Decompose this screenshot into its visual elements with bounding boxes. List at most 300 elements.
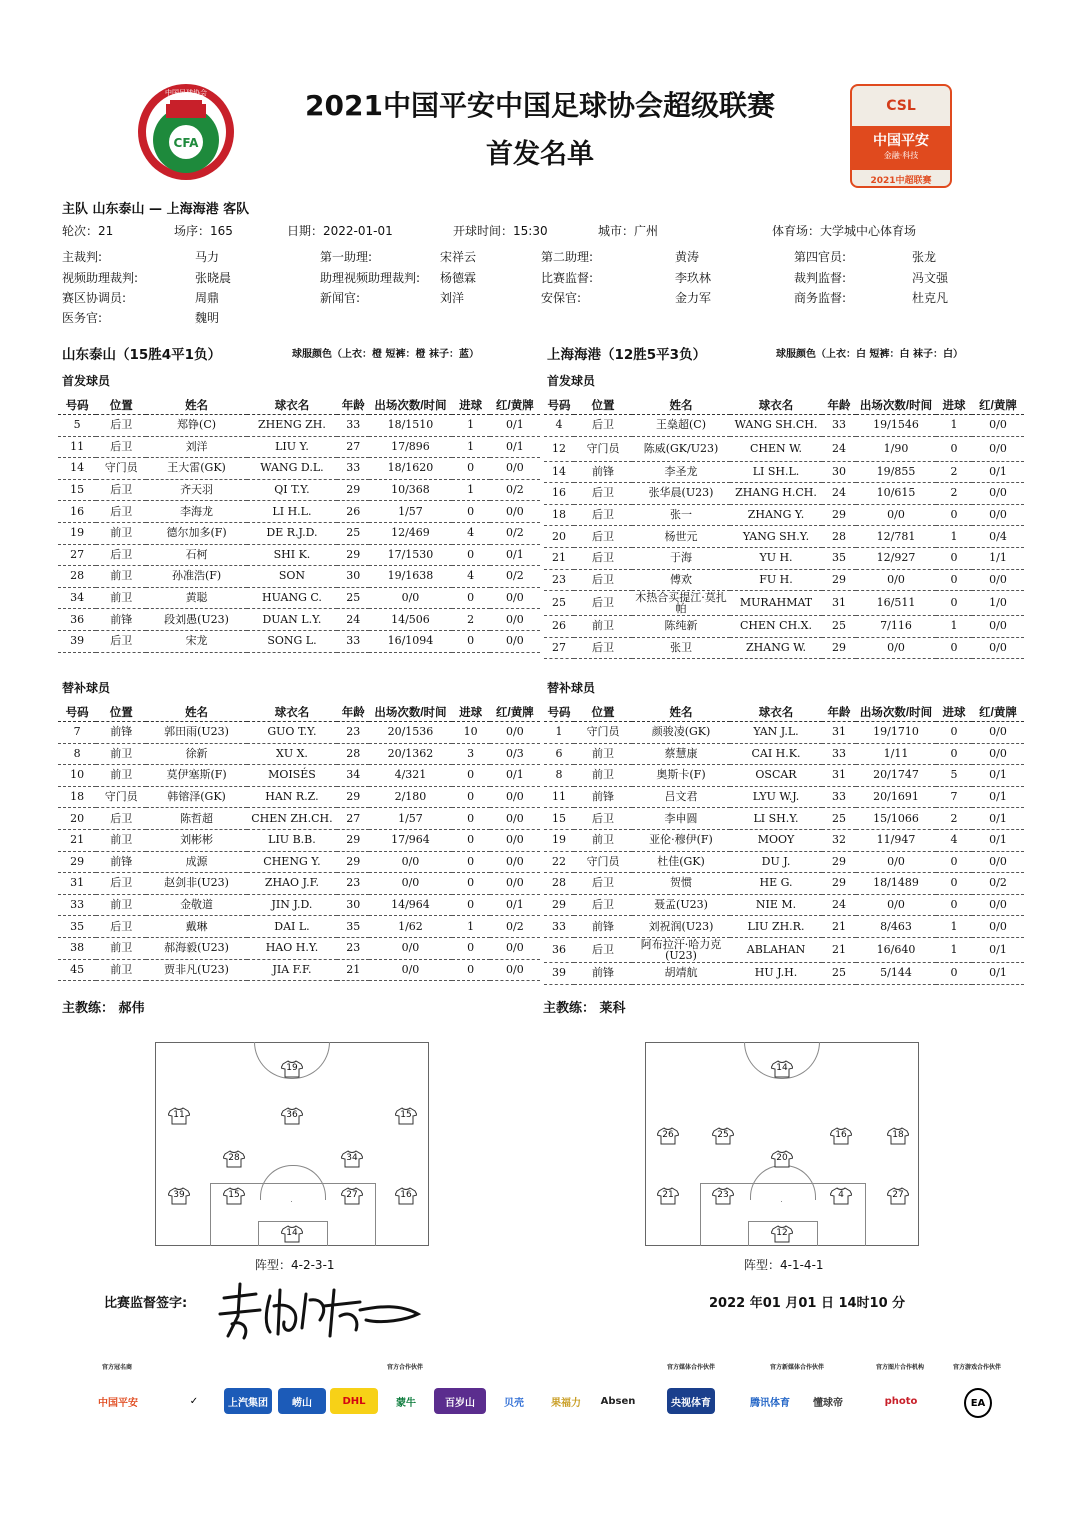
table-row xyxy=(544,937,1024,962)
table-cell: 前卫 xyxy=(96,765,146,787)
cfa-logo-mark: CFA xyxy=(173,136,199,150)
table-cell: 0 xyxy=(936,637,972,659)
table-cell: 1 xyxy=(452,916,490,938)
table-cell: DUAN L.Y. xyxy=(247,609,337,631)
table-row xyxy=(544,873,1024,895)
table-cell: 后卫 xyxy=(574,591,632,616)
table-cell: 14/506 xyxy=(369,609,451,631)
stadium: 体育场：大学城中心体育场 xyxy=(772,224,917,238)
table-cell: 31 xyxy=(822,591,856,616)
table-cell: 36 xyxy=(544,937,574,962)
table-cell: 29 xyxy=(337,479,369,501)
table-cell: 0 xyxy=(452,458,490,480)
sponsor-logo: DHL xyxy=(330,1388,378,1414)
home-formation-pitch xyxy=(155,1042,429,1246)
table-cell: 0/0 xyxy=(490,873,540,895)
table-cell: 17/964 xyxy=(369,829,451,851)
table-cell: 0/0 xyxy=(972,616,1024,638)
player-shirt xyxy=(281,1225,303,1243)
column-header: 年龄 xyxy=(337,703,369,722)
table-cell: 木热合买提江·莫扎帕 xyxy=(632,591,730,616)
table-cell: 韩镕泽(GK) xyxy=(146,786,246,808)
table-row xyxy=(58,829,540,851)
table-cell: 33 xyxy=(822,786,856,808)
official-label: 视频助理裁判: xyxy=(62,271,139,285)
official-label: 安保官: xyxy=(541,291,582,305)
sponsor-logo: Absen xyxy=(600,1388,636,1414)
table-cell: 33 xyxy=(822,743,856,765)
table-cell: 24 xyxy=(337,609,369,631)
table-cell: JIN J.D. xyxy=(247,894,337,916)
table-cell: YAN J.L. xyxy=(730,722,822,744)
csl-logo-footer: 2021中超联赛 xyxy=(870,176,932,186)
table-cell: 31 xyxy=(58,873,96,895)
table-cell: 前卫 xyxy=(574,765,632,787)
table-cell: 15 xyxy=(58,479,96,501)
home-team-name: 山东泰山（15胜4平1负） xyxy=(62,347,222,363)
column-header: 出场次数/时间 xyxy=(369,703,451,722)
home-starters-label: 首发球员 xyxy=(62,374,111,388)
table-cell: JIA F.F. xyxy=(247,959,337,981)
table-cell: 26 xyxy=(337,501,369,523)
page-subtitle: 首发名单 xyxy=(486,139,594,170)
signature-label: 比赛监督签字: xyxy=(104,1296,188,1311)
column-header: 进球 xyxy=(452,703,490,722)
table-cell: 0/0 xyxy=(972,916,1024,938)
table-cell: 29 xyxy=(337,851,369,873)
sponsor-logo: 崂山 xyxy=(278,1388,326,1414)
table-row xyxy=(58,522,540,544)
table-cell: 前锋 xyxy=(574,916,632,938)
table-cell: 后卫 xyxy=(574,637,632,659)
table-cell: 12/781 xyxy=(856,526,936,548)
table-cell: 奥斯卡(F) xyxy=(632,765,730,787)
table-cell: 3 xyxy=(452,743,490,765)
table-cell: 齐天羽 xyxy=(146,479,246,501)
table-cell: 0/0 xyxy=(369,937,451,959)
table-cell: 0/0 xyxy=(490,609,540,631)
player-shirt xyxy=(830,1187,852,1205)
table-cell: 4 xyxy=(452,522,490,544)
column-header: 球衣名 xyxy=(247,703,337,722)
table-cell: 33 xyxy=(544,916,574,938)
cfa-logo-text: 中国足球协会 xyxy=(165,89,207,97)
shirt-number: 12 xyxy=(776,1228,788,1238)
table-cell: 12/927 xyxy=(856,547,936,569)
official-label: 第一助理: xyxy=(320,250,373,264)
table-cell: 0 xyxy=(936,873,972,895)
table-cell: 4 xyxy=(936,829,972,851)
table-cell: 1 xyxy=(452,479,490,501)
table-cell: 33 xyxy=(337,415,369,437)
official-label: 主裁判: xyxy=(62,250,103,264)
sponsor-logo: 蒙牛 xyxy=(384,1388,428,1414)
table-cell: 郭田雨(U23) xyxy=(146,722,246,744)
table-cell: 24 xyxy=(822,483,856,505)
shirt-number: 28 xyxy=(228,1153,240,1163)
table-cell: 21 xyxy=(822,937,856,962)
column-header: 进球 xyxy=(936,396,972,415)
table-cell: 1/11 xyxy=(856,743,936,765)
table-cell: 0 xyxy=(936,894,972,916)
shirt-number: 21 xyxy=(662,1190,674,1200)
column-header: 姓名 xyxy=(146,396,246,415)
column-header: 位置 xyxy=(96,396,146,415)
official-label: 第二助理: xyxy=(541,250,594,264)
table-row xyxy=(544,962,1024,984)
shirt-number: 4 xyxy=(838,1190,844,1200)
player-shirt xyxy=(887,1187,909,1205)
table-cell: LIU B.B. xyxy=(247,829,337,851)
table-cell: 7 xyxy=(58,722,96,744)
table-cell: 4 xyxy=(452,566,490,588)
table-cell: 21 xyxy=(822,916,856,938)
table-row xyxy=(58,937,540,959)
csl-logo-sub: 金融·科技 xyxy=(883,151,919,160)
official-label: 商务监督: xyxy=(794,291,847,305)
shirt-number: 26 xyxy=(662,1130,674,1140)
table-cell: FU H. xyxy=(730,569,822,591)
table-cell: 10/368 xyxy=(369,479,451,501)
table-cell: 23 xyxy=(337,873,369,895)
table-cell: 前锋 xyxy=(574,962,632,984)
table-cell: 25 xyxy=(337,522,369,544)
table-cell: 25 xyxy=(822,616,856,638)
table-row xyxy=(544,786,1024,808)
table-cell: 0 xyxy=(452,959,490,981)
away-team-name: 上海海港（12胜5平3负） xyxy=(547,347,707,363)
table-cell: LIU Y. xyxy=(247,436,337,458)
table-cell: 0/1 xyxy=(490,415,540,437)
table-cell: 0 xyxy=(452,894,490,916)
table-cell: 21 xyxy=(544,547,574,569)
table-cell: 4 xyxy=(544,415,574,437)
table-cell: 0/0 xyxy=(972,743,1024,765)
table-row xyxy=(544,461,1024,483)
table-cell: 0/0 xyxy=(369,851,451,873)
table-cell: 14 xyxy=(58,458,96,480)
sponsor-logo: photo xyxy=(880,1388,922,1414)
table-cell: 后卫 xyxy=(96,436,146,458)
shirt-number: 25 xyxy=(717,1130,729,1140)
table-cell: 18/1510 xyxy=(369,415,451,437)
column-header: 球衣名 xyxy=(730,396,822,415)
table-cell: LYU W.J. xyxy=(730,786,822,808)
table-cell: 34 xyxy=(337,765,369,787)
table-cell: 0 xyxy=(452,829,490,851)
table-cell: 20/1536 xyxy=(369,722,451,744)
table-cell: SON xyxy=(247,566,337,588)
column-header: 进球 xyxy=(936,703,972,722)
table-cell: 18/1620 xyxy=(369,458,451,480)
column-header: 出场次数/时间 xyxy=(369,396,451,415)
table-cell: 金敬道 xyxy=(146,894,246,916)
table-cell: 0/0 xyxy=(490,587,540,609)
table-row xyxy=(544,616,1024,638)
table-cell: 0/1 xyxy=(972,786,1024,808)
table-cell: 后卫 xyxy=(96,501,146,523)
table-cell: 0 xyxy=(452,544,490,566)
table-cell: 李圣龙 xyxy=(632,461,730,483)
away-subs-table xyxy=(544,703,1024,985)
table-cell: 2 xyxy=(936,461,972,483)
table-cell: 28 xyxy=(337,743,369,765)
column-header: 出场次数/时间 xyxy=(856,396,936,415)
table-cell: 0/2 xyxy=(972,873,1024,895)
away-starters-label: 首发球员 xyxy=(547,374,596,388)
table-cell: 0/1 xyxy=(490,765,540,787)
table-cell: 29 xyxy=(337,544,369,566)
player-shirt xyxy=(887,1127,909,1145)
column-header: 红/黄牌 xyxy=(972,396,1024,415)
table-cell: 7 xyxy=(936,786,972,808)
table-cell: CHEN ZH.CH. xyxy=(247,808,337,830)
table-cell: 阿布拉汗·哈力克(U23) xyxy=(632,937,730,962)
table-cell: 23 xyxy=(544,569,574,591)
player-shirt xyxy=(281,1107,303,1125)
table-cell: 0/0 xyxy=(369,959,451,981)
table-cell: 45 xyxy=(58,959,96,981)
table-cell: 28 xyxy=(58,566,96,588)
csl-logo xyxy=(850,84,952,188)
table-cell: 刘洋 xyxy=(146,436,246,458)
table-cell: 0 xyxy=(936,962,972,984)
table-cell: 徐新 xyxy=(146,743,246,765)
table-cell: 于海 xyxy=(632,547,730,569)
table-cell: 0 xyxy=(452,808,490,830)
table-cell: 0 xyxy=(452,873,490,895)
table-cell: 后卫 xyxy=(574,894,632,916)
table-cell: 33 xyxy=(58,894,96,916)
table-cell: HUANG C. xyxy=(247,587,337,609)
column-header: 年龄 xyxy=(822,703,856,722)
column-header: 球衣名 xyxy=(247,396,337,415)
table-cell: 1 xyxy=(936,616,972,638)
table-cell: 刘祝润(U23) xyxy=(632,916,730,938)
table-cell: 0/0 xyxy=(856,851,936,873)
table-cell: 23 xyxy=(337,937,369,959)
table-cell: 0/0 xyxy=(972,415,1024,437)
table-cell: 26 xyxy=(544,616,574,638)
home-formation: 阵型：4-2-3-1 xyxy=(255,1258,335,1272)
table-cell: 5/144 xyxy=(856,962,936,984)
table-row xyxy=(544,722,1024,744)
table-cell: 0 xyxy=(936,436,972,461)
player-shirt xyxy=(281,1060,303,1078)
table-cell: 36 xyxy=(58,609,96,631)
table-row xyxy=(58,916,540,938)
pitch-spot xyxy=(291,1201,292,1202)
official-label: 医务官: xyxy=(62,311,103,325)
table-cell: 0/2 xyxy=(490,566,540,588)
table-cell: 29 xyxy=(822,637,856,659)
table-cell: 黄聪 xyxy=(146,587,246,609)
table-cell: 39 xyxy=(544,962,574,984)
table-cell: 21 xyxy=(337,959,369,981)
table-cell: 0/0 xyxy=(490,808,540,830)
table-cell: YU H. xyxy=(730,547,822,569)
table-cell: 29 xyxy=(822,569,856,591)
table-cell: 张华晨(U23) xyxy=(632,483,730,505)
table-row xyxy=(544,851,1024,873)
table-cell: 16 xyxy=(544,483,574,505)
column-header: 球衣名 xyxy=(730,703,822,722)
table-cell: 25 xyxy=(544,591,574,616)
player-shirt xyxy=(168,1187,190,1205)
match-date: 日期：2022-01-01 xyxy=(287,224,393,238)
shirt-number: 16 xyxy=(400,1190,412,1200)
home-subs-table xyxy=(58,703,540,981)
table-row xyxy=(544,637,1024,659)
table-cell: MOOY xyxy=(730,829,822,851)
table-cell: HU J.H. xyxy=(730,962,822,984)
table-cell: OSCAR xyxy=(730,765,822,787)
away-starters-table xyxy=(544,396,1024,659)
sponsor-caption: 官方图片合作机构 xyxy=(875,1364,924,1371)
table-row xyxy=(58,566,540,588)
table-cell: 1/62 xyxy=(369,916,451,938)
table-row xyxy=(58,959,540,981)
table-cell: 31 xyxy=(822,722,856,744)
table-cell: 8/463 xyxy=(856,916,936,938)
table-cell: 18 xyxy=(544,504,574,526)
table-cell: 胡靖航 xyxy=(632,962,730,984)
table-cell: 18/1489 xyxy=(856,873,936,895)
table-cell: 24 xyxy=(822,436,856,461)
table-cell: 28 xyxy=(822,526,856,548)
table-cell: 0 xyxy=(452,501,490,523)
table-cell: 前卫 xyxy=(96,743,146,765)
table-cell: 10 xyxy=(452,722,490,744)
table-cell: 前卫 xyxy=(96,959,146,981)
table-cell: 王大雷(GK) xyxy=(146,458,246,480)
table-row xyxy=(544,808,1024,830)
table-cell: 5 xyxy=(58,415,96,437)
table-cell: 0 xyxy=(452,937,490,959)
official-name: 张晓晨 xyxy=(195,271,232,285)
table-cell: 0/0 xyxy=(972,436,1024,461)
table-cell: 段刘愚(U23) xyxy=(146,609,246,631)
table-cell: 1 xyxy=(936,937,972,962)
official-label: 助理视频助理裁判: xyxy=(320,271,421,285)
official-name: 冯文强 xyxy=(912,271,949,285)
shirt-number: 36 xyxy=(286,1110,298,1120)
table-cell: 0/0 xyxy=(972,894,1024,916)
table-cell: 20 xyxy=(58,808,96,830)
table-cell: 前卫 xyxy=(96,566,146,588)
table-row xyxy=(544,569,1024,591)
player-shirt xyxy=(223,1187,245,1205)
table-row xyxy=(544,504,1024,526)
sign-datetime: 2022 年01 月01 日 14时10 分 xyxy=(709,1296,906,1311)
table-cell: 25 xyxy=(822,962,856,984)
table-cell: 0/1 xyxy=(972,765,1024,787)
table-cell: 24 xyxy=(822,894,856,916)
table-cell: 王燊超(C) xyxy=(632,415,730,437)
table-cell: 27 xyxy=(544,637,574,659)
table-cell: 1/0 xyxy=(972,591,1024,616)
sponsor-logo: 腾讯体育 xyxy=(748,1388,792,1414)
column-header: 年龄 xyxy=(822,396,856,415)
column-header: 出场次数/时间 xyxy=(856,703,936,722)
player-shirt xyxy=(223,1150,245,1168)
table-cell: 陈哲超 xyxy=(146,808,246,830)
table-cell: 19 xyxy=(58,522,96,544)
table-cell: QI T.Y. xyxy=(247,479,337,501)
table-cell: 0/3 xyxy=(490,743,540,765)
sponsor-caption: 官方冠名商 xyxy=(101,1364,132,1371)
table-row xyxy=(58,479,540,501)
column-header: 姓名 xyxy=(146,703,246,722)
column-header: 姓名 xyxy=(632,396,730,415)
shirt-number: 27 xyxy=(892,1190,904,1200)
table-cell: 0 xyxy=(452,630,490,652)
table-cell: ZHENG ZH. xyxy=(247,415,337,437)
table-cell: 0/0 xyxy=(490,501,540,523)
shirt-number: 16 xyxy=(835,1130,847,1140)
table-cell: 前锋 xyxy=(574,461,632,483)
table-cell: 李海龙 xyxy=(146,501,246,523)
table-cell: HAN R.Z. xyxy=(247,786,337,808)
table-cell: LI SH.L. xyxy=(730,461,822,483)
shirt-number: 34 xyxy=(346,1153,358,1163)
table-cell: 29 xyxy=(544,894,574,916)
table-cell: 贺惯 xyxy=(632,873,730,895)
table-cell: 后卫 xyxy=(574,937,632,962)
table-cell: MURAHMAT xyxy=(730,591,822,616)
table-cell: 22 xyxy=(544,851,574,873)
table-cell: 29 xyxy=(58,851,96,873)
table-cell: ABLAHAN xyxy=(730,937,822,962)
table-cell: SONG L. xyxy=(247,630,337,652)
home-coach: 主教练： 郝伟 xyxy=(62,1001,145,1016)
table-cell: 34 xyxy=(58,587,96,609)
official-name: 杜克凡 xyxy=(912,291,949,305)
table-cell: 0/1 xyxy=(972,829,1024,851)
table-cell: 27 xyxy=(337,436,369,458)
sponsor-caption: 官方游戏合作伙伴 xyxy=(952,1364,1001,1371)
table-row xyxy=(58,743,540,765)
away-coach: 主教练： 莱科 xyxy=(543,1001,626,1016)
table-cell: 陈威(GK/U23) xyxy=(632,436,730,461)
table-cell: 0 xyxy=(936,851,972,873)
table-cell: LIU ZH.R. xyxy=(730,916,822,938)
table-cell: 守门员 xyxy=(574,722,632,744)
table-cell: 29 xyxy=(337,786,369,808)
table-cell: 29 xyxy=(337,829,369,851)
table-cell: 39 xyxy=(58,630,96,652)
table-cell: WANG D.L. xyxy=(247,458,337,480)
shirt-number: 23 xyxy=(717,1190,729,1200)
table-cell: 0 xyxy=(452,765,490,787)
table-cell: GUO T.Y. xyxy=(247,722,337,744)
official-label: 第四官员: xyxy=(794,250,847,264)
table-cell: 0/0 xyxy=(490,786,540,808)
table-cell: 28 xyxy=(544,873,574,895)
shirt-number: 20 xyxy=(776,1153,788,1163)
table-cell: 0/2 xyxy=(490,916,540,938)
table-cell: 聂孟(U23) xyxy=(632,894,730,916)
shirt-number: 14 xyxy=(776,1063,788,1073)
official-label: 赛区协调员: xyxy=(62,291,127,305)
table-row xyxy=(58,786,540,808)
table-cell: 张卫 xyxy=(632,637,730,659)
table-cell: 29 xyxy=(822,851,856,873)
table-cell: 0/1 xyxy=(972,808,1024,830)
table-cell: 0/0 xyxy=(369,873,451,895)
table-cell: 5 xyxy=(936,765,972,787)
shirt-number: 19 xyxy=(286,1063,298,1073)
